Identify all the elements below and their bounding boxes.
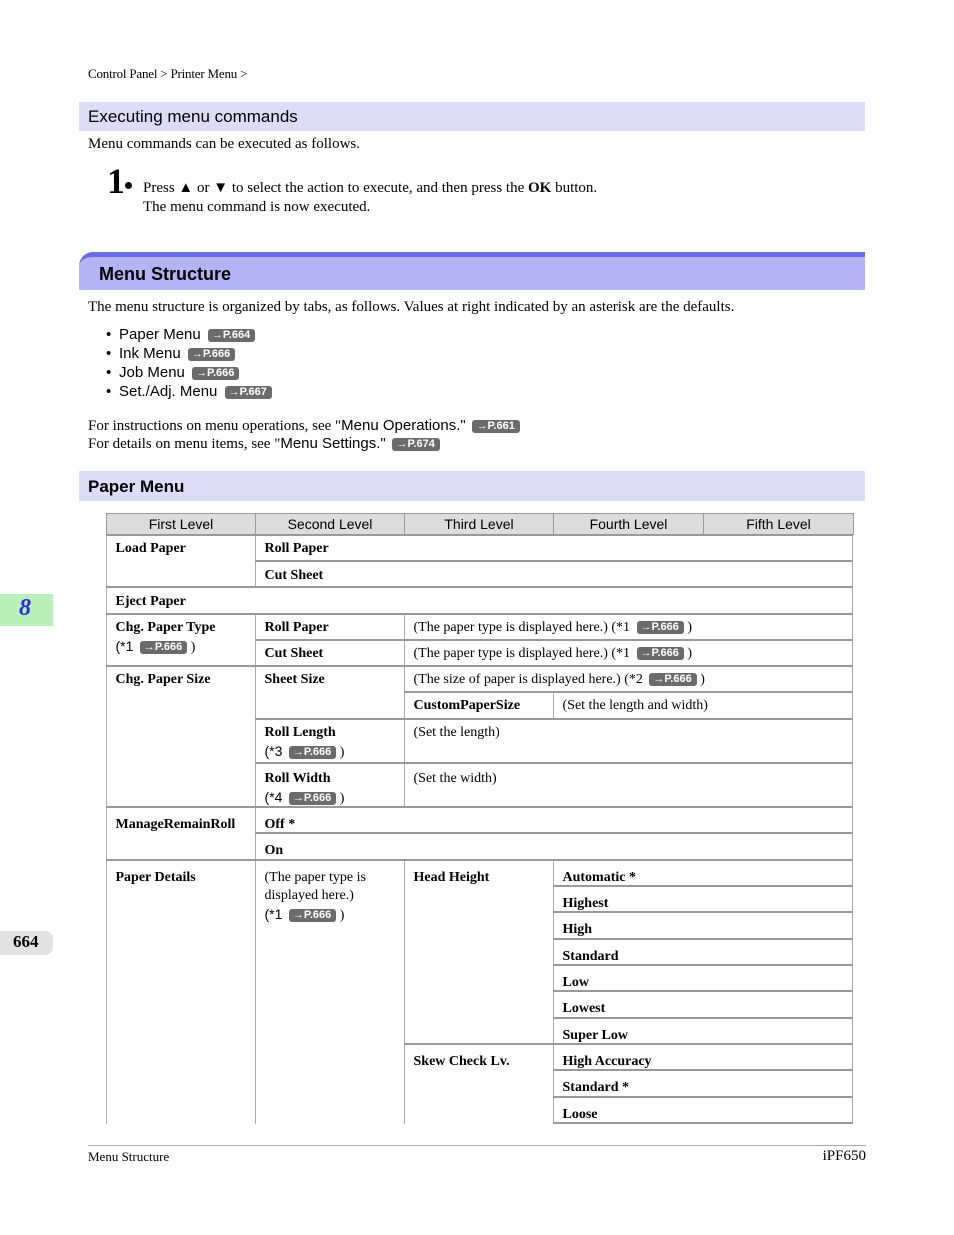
list-item: • Job Menu →P.666 [106,363,272,382]
table-rule [553,990,853,992]
fourth-level-cell: Low [562,974,589,990]
table-rule [404,613,405,806]
column-header: Fifth Level [704,514,854,535]
page-ref-link[interactable]: →P.666 [637,621,684,634]
third-level-cell: CustomPaperSize [413,697,521,713]
column-header: Third Level [405,514,554,535]
section-header-executing [79,102,865,131]
table-row [107,535,854,562]
table-rule [255,613,256,1124]
table-rule [255,762,853,764]
second-level-cell: (The paper type is displayed here.) (*1 →P.666 ) [264,869,366,923]
table-rule [404,691,853,693]
first-level-cell: ManageRemainRoll [115,816,236,832]
first-level-cell: Load Paper [115,541,186,556]
page-ref-link[interactable]: →P.664 [208,329,255,342]
table-rule [106,613,853,615]
third-level-cell: (The paper type is displayed here.) (*1 →P.666 ) [413,619,693,635]
first-level-cell: Chg. Paper Size [115,671,211,687]
fourth-level-cell: Super Low [562,1027,628,1043]
table-rule [404,1043,853,1045]
step-text: Press ▲ or ▼ to select the action to execute, and then press the OK button. [143,180,598,196]
table-rule [553,1122,853,1124]
page-ref-link[interactable]: →P.674 [392,438,439,451]
second-level-cell: Sheet Size [264,671,325,687]
menu-list [106,325,272,401]
first-level-cell: Eject Paper [115,593,186,609]
menu-operations-link[interactable]: Menu Operations. [341,417,461,434]
page-ref-link[interactable]: →P.666 [140,641,187,654]
second-level-cell: Cut Sheet [264,645,324,661]
section-title: Menu Structure [99,264,232,284]
list-item: • Paper Menu →P.664 [106,325,272,344]
chapter-tab[interactable] [0,594,53,626]
page-ref-link[interactable]: →P.661 [472,420,519,433]
table-rule [106,586,853,588]
fourth-level-cell: Automatic * [562,869,636,885]
footer-divider [88,1145,866,1146]
page-ref-link[interactable]: →P.667 [225,386,272,399]
fourth-level-cell: High Accuracy [562,1053,652,1069]
footer-section-title: Menu Structure [88,1149,170,1164]
table-row [107,588,854,614]
table-rule [553,964,853,966]
table-rule [852,534,853,806]
instructions-line: For instructions on menu operations, see "Menu Operations." →P.661 [88,416,520,436]
second-level-cell: Roll Length (*3 →P.666 ) [264,724,345,760]
table-rule [553,692,554,718]
list-item: • Set./Adj. Menu →P.667 [106,382,272,401]
details-line: For details on menu items, see "Menu Settings." →P.674 [88,434,440,454]
structure-intro: The menu structure is organized by tabs, as follows. Values at right indicated by an asterisk are the defaults. [88,299,735,315]
table-rule [553,885,853,887]
fourth-level-cell: Loose [562,1106,598,1122]
fourth-level-cell: Lowest [562,1000,606,1016]
third-level-cell: (Set the length) [413,724,500,740]
footer-model: iPF650 [822,1148,866,1164]
table-rule [553,1096,853,1098]
fourth-level-cell: Standard [562,948,619,964]
menu-settings-link[interactable]: Menu Settings. [280,435,381,452]
second-level-cell: Cut Sheet [264,567,324,583]
table-rule [404,859,405,1124]
table-rule [255,560,853,562]
second-level-cell: Roll Paper [264,619,329,635]
page-ref-link[interactable]: →P.666 [289,792,336,805]
table-rule [106,859,853,861]
step-number: 1 [107,161,125,201]
page-ref-link[interactable]: →P.666 [637,647,684,660]
section-header-paper-menu [79,471,865,501]
third-level-cell: Head Height [413,869,490,885]
second-level-cell: Roll Width (*4 →P.666 ) [264,770,345,806]
fourth-level-cell: Standard * [562,1079,630,1095]
fourth-level-cell: Highest [562,895,609,911]
third-level-cell: Skew Check Lv. [413,1053,510,1069]
third-level-cell: (The size of paper is displayed here.) (*2 →P.666 ) [413,671,705,687]
third-level-cell: (Set the width) [413,770,497,786]
chapter-number: 8 [19,595,31,621]
table-rule [553,911,853,913]
first-level-cell: Chg. Paper Type (*1 →P.666 ) [115,619,216,655]
table-rule [255,639,853,641]
list-item: • Ink Menu →P.666 [106,344,272,363]
table-rule [106,534,107,1124]
second-level-cell: Off * [264,816,296,832]
fourth-level-cell: High [562,921,593,937]
page-ref-link[interactable]: →P.666 [289,746,336,759]
table-rule [106,534,853,536]
page-ref-link[interactable]: →P.666 [188,348,235,361]
page-number-tab [0,931,53,955]
page-ref-link[interactable]: →P.666 [289,909,336,922]
section-header-menu-structure [79,252,865,290]
paper-menu-table [106,513,854,1127]
table-rule [255,718,853,720]
exec-intro: Menu commands can be executed as follows. [88,136,360,152]
third-level-cell: (The paper type is displayed here.) (*1 →P.666 ) [413,645,693,661]
fourth-level-cell: (Set the length and width) [562,697,708,713]
page-ref-link[interactable]: →P.666 [649,673,696,686]
section-title: Paper Menu [88,477,185,496]
table-rule [553,1069,853,1071]
column-header: First Level [107,514,256,535]
step-result: The menu command is now executed. [143,199,371,215]
second-level-cell: On [264,842,284,858]
first-level-cell: Paper Details [115,869,196,885]
section-title: Executing menu commands [88,107,298,126]
breadcrumb: Control Panel > Printer Menu > [88,66,248,81]
page-ref-link[interactable]: →P.666 [192,367,239,380]
table-rule [106,665,853,667]
page-number: 664 [13,932,39,951]
table-rule [553,938,853,940]
table-header-row [107,514,854,535]
table-row [107,666,854,692]
column-header: Second Level [256,514,405,535]
second-level-cell: Roll Paper [264,541,329,556]
table-rule [255,832,853,834]
table-row [107,614,854,640]
table-rule [553,1017,853,1019]
column-header: Fourth Level [554,514,704,535]
step-dot [125,182,132,189]
table-rule [106,806,853,808]
